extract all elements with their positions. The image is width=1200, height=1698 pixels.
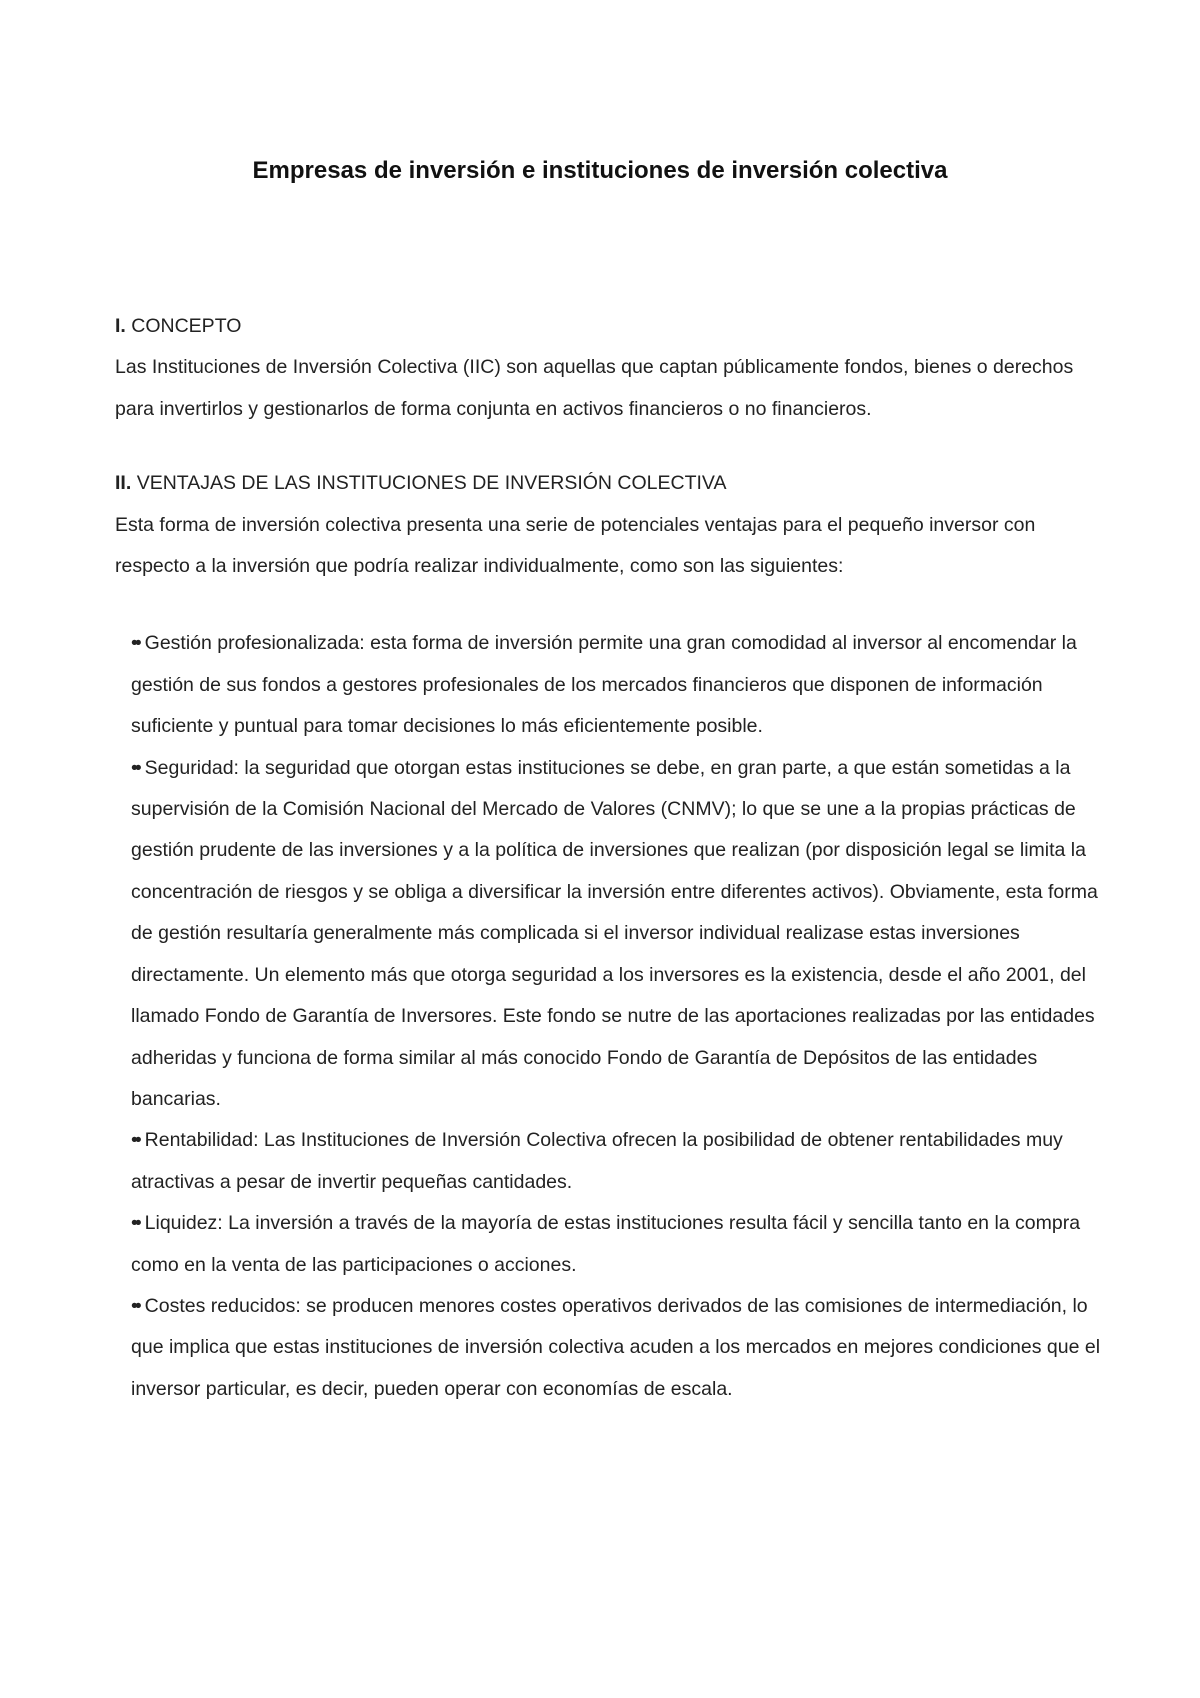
document-title: Empresas de inversión e instituciones de inversión colectiva — [252, 157, 948, 184]
bullet-icon: •• — [131, 1294, 139, 1317]
list-item-text: Costes reducidos: se producen menores costes operativos derivados de las comisiones de intermediación, lo que implica que estas instituciones de inversión colectiva acuden a los mercados en mejores condiciones que el inversor particular, es decir, pueden operar con economías de escala. — [131, 1294, 1101, 1400]
section-paragraph: Las Instituciones de Inversión Colectiva (IIC) son aquellas que captan públicamente fondos, bienes o derechos para invertirlos y gestionarlos de forma conjunta en activos financieros o no financieros. — [115, 356, 1074, 420]
section-heading — [115, 306, 1105, 347]
list-item-rentabilidad — [131, 1120, 1105, 1203]
list-item-text: Seguridad: la seguridad que otorgan estas instituciones se debe, en gran parte, a que están sometidas a la supervisión de la Comisión Nacional del Mercado de Valores (CNMV); lo que se une a la propias prácticas de gestión prudente de las inversiones y a la política de inversiones que realizan (por disposición legal se limita la concentración de riesgos y se obliga a diversificar la inversión entre diferentes activos). Obviamente, esta forma de gestión resultaría generalmente más complicada si el inversor individual realizase estas inversiones directamente. Un elemento más que otorga seguridad a los inversores es la existencia, desde el año 2001, del llamado Fondo de Garantía de Inversores. Este fondo se nutre de las aportaciones realizadas por las entidades adheridas y funciona de forma similar al más conocido Fondo de Garantía de Depósitos de las entidades bancarias. — [131, 756, 1098, 1110]
section-number: I. — [115, 315, 126, 337]
section-title: CONCEPTO — [131, 315, 242, 337]
list-item-text: Gestión profesionalizada: esta forma de inversión permite una gran comodidad al inversor al encomendar la gestión de sus fondos a gestores profesionales de los mercados financieros que disponen de información suficiente y puntual para tomar decisiones lo más eficientemente posible. — [131, 632, 1077, 738]
list-item-text: Rentabilidad: Las Instituciones de Inversión Colectiva ofrecen la posibilidad de obtener rentabilidades muy atractivas a pesar de invertir pequeñas cantidades. — [131, 1129, 1063, 1193]
bullet-icon: •• — [131, 756, 139, 779]
advantages-list — [115, 623, 1105, 1410]
section-paragraph: Esta forma de inversión colectiva presenta una serie de potenciales ventajas para el pequeño inversor con respecto a la inversión que podría realizar individualmente, como son las siguientes: — [115, 513, 1036, 578]
list-item-costes — [131, 1286, 1105, 1410]
bullet-icon: •• — [131, 1129, 139, 1152]
bullet-icon: •• — [131, 632, 139, 655]
list-item-liquidez — [131, 1203, 1105, 1286]
list-spacer — [115, 587, 1105, 623]
section-title: VENTAJAS DE LAS INSTITUCIONES DE INVERSIÓN COLECTIVA — [136, 472, 727, 495]
list-item-gestion — [131, 623, 1105, 747]
list-item-seguridad — [131, 748, 1105, 1121]
document-body — [115, 306, 1105, 1410]
section-spacer — [115, 430, 1105, 463]
section-ventajas — [115, 463, 1105, 1410]
section-concepto — [115, 306, 1105, 430]
section-heading — [115, 463, 1105, 504]
bullet-icon: •• — [131, 1212, 139, 1235]
list-item-text: Liquidez: La inversión a través de la mayoría de estas instituciones resulta fácil y sencilla tanto en la compra como en la venta de las participaciones o acciones. — [131, 1212, 1081, 1276]
section-number: II. — [115, 472, 132, 495]
